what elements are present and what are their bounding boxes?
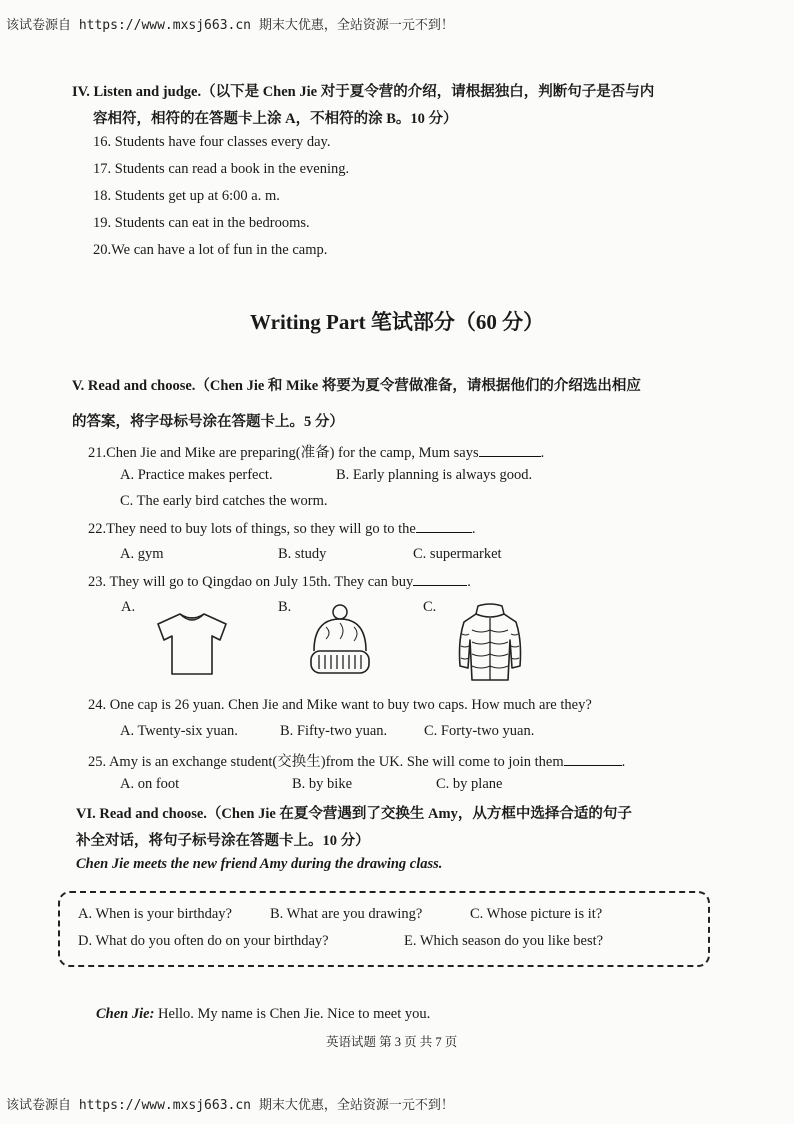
q25-option-b: B. by bike (292, 776, 353, 792)
section-6-heading-cn1: （Chen Jie 在夏令营遇到了交换生 Amy，从方框中选择合适的句子 (206, 806, 632, 822)
section-4-heading-en: IV. Listen and judge. (72, 84, 202, 100)
knit-hat-icon (306, 603, 374, 679)
q22-option-c: C. supermarket (413, 546, 502, 562)
section-4-heading (72, 80, 654, 101)
section-5-heading (72, 374, 641, 395)
q24-option-a: A. Twenty-six yuan. (120, 723, 238, 739)
q21-option-b: B. Early planning is always good. (336, 467, 533, 483)
answer-blank (564, 753, 622, 766)
section-6-heading-en: VI. Read and choose. (76, 806, 207, 822)
dialogue-line-1 (96, 1006, 430, 1023)
dialogue-speaker: Chen Jie: (96, 1006, 155, 1022)
top-watermark-banner: 该试卷源自 https://www.mxsj663.cn 期末大优惠，全站资源一元不到！ (6, 18, 454, 33)
question-23-end: . (467, 574, 471, 590)
option-a: A. When is your birthday? (78, 906, 232, 922)
section-4-heading-cn1: （以下是 Chen Jie 对于夏令营的介绍，请根据独白，判断句子是否与内 (201, 84, 655, 100)
q24-option-c: C. Forty-two yuan. (424, 723, 535, 739)
q22-option-a: A. gym (120, 546, 164, 562)
question-21 (88, 441, 544, 462)
question-19: 19. Students can eat in the bedrooms. (93, 215, 310, 231)
dialogue-text: Hello. My name is Chen Jie. Nice to meet you. (158, 1006, 431, 1022)
answer-blank (413, 573, 467, 586)
section-5-heading-cn2: 的答案，将字母标号涂在答题卡上。5 分） (72, 414, 344, 430)
question-22 (88, 520, 475, 538)
question-25-end: . (621, 754, 626, 770)
q22-option-b: B. study (278, 546, 327, 562)
q23-option-a: A. (121, 599, 136, 615)
q25-option-a: A. on foot (120, 776, 180, 792)
t-shirt-icon (152, 610, 232, 678)
option-c: C. Whose picture is it? (470, 906, 603, 922)
option-b: B. What are you drawing? (270, 906, 423, 922)
question-21-stem: 21.Chen Jie and Mike are preparing(准备) for the camp, Mum says (88, 445, 479, 461)
question-23 (88, 573, 471, 591)
q21-option-c: C. The early bird catches the worm. (120, 493, 328, 509)
option-e: E. Which season do you like best? (404, 933, 604, 949)
question-18: 18. Students get up at 6:00 a. m. (93, 188, 280, 204)
q23-option-b: B. (278, 599, 292, 615)
question-17: 17. Students can read a book in the evening. (93, 161, 350, 177)
section-6-heading (76, 802, 632, 823)
option-d: D. What do you often do on your birthday? (78, 933, 329, 949)
section-5-heading-en: V. Read and choose. (72, 378, 196, 394)
question-25-stem: 25. Amy is an exchange student(交换生)from the UK. She will come to join them (88, 754, 564, 770)
section-4-heading-cn2: 容相符，相符的在答题卡上涂 A，不相符的涂 B。10 分） (93, 111, 458, 127)
question-20: 20.We can have a lot of fun in the camp. (93, 242, 328, 258)
answer-blank (479, 444, 541, 457)
question-22-end: . (471, 521, 476, 537)
question-21-end: . (540, 445, 545, 461)
answer-blank (416, 520, 472, 533)
q25-option-c: C. by plane (436, 776, 503, 792)
writing-part-title: Writing Part 笔试部分（60 分） (250, 310, 545, 334)
sentence-options-box (58, 891, 710, 967)
q21-option-a: A. Practice makes perfect. (120, 467, 273, 483)
section-5-heading-cn1: （Chen Jie 和 Mike 将要为夏令营做准备，请根据他们的介绍选出相应 (195, 378, 641, 394)
question-22-stem: 22.They need to buy lots of things, so they will go to the (88, 521, 416, 537)
page-footer: 英语试题 第 3 页 共 7 页 (326, 1035, 458, 1049)
q23-option-c: C. (423, 599, 437, 615)
section-6-heading-cn2: 补全对话，将句子标号涂在答题卡上。10 分） (76, 833, 370, 849)
question-25 (88, 750, 625, 771)
question-24: 24. One cap is 26 yuan. Chen Jie and Mike want to buy two caps. How much are they? (88, 697, 592, 713)
section-6-subtitle: Chen Jie meets the new friend Amy during the drawing class. (76, 856, 443, 872)
question-16: 16. Students have four classes every day. (93, 134, 331, 150)
winter-jacket-icon (454, 600, 526, 684)
question-23-stem: 23. They will go to Qingdao on July 15th. They can buy (88, 574, 414, 590)
bottom-watermark-banner: 该试卷源自 https://www.mxsj663.cn 期末大优惠，全站资源一元不到！ (6, 1098, 454, 1113)
q24-option-b: B. Fifty-two yuan. (280, 723, 388, 739)
